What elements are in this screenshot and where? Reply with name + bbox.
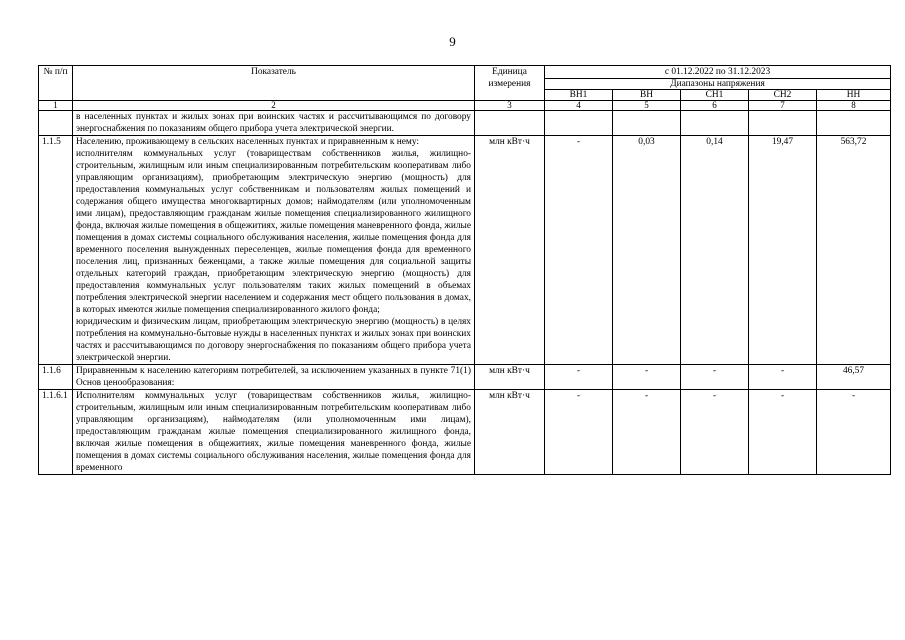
header-indicator: Показатель — [73, 66, 475, 101]
value-nn — [817, 111, 891, 136]
row-number: 1.1.5 — [39, 136, 73, 365]
value-vn — [613, 111, 681, 136]
page-number: 9 — [449, 34, 456, 49]
value-nn: 563,72 — [817, 136, 891, 365]
value-sn1: - — [681, 390, 749, 475]
value-sn1: - — [681, 365, 749, 390]
value-vn: - — [613, 365, 681, 390]
row-number: 1.1.6 — [39, 365, 73, 390]
header-unit: Единица измерения — [475, 66, 545, 101]
value-sn1 — [681, 111, 749, 136]
value-sn1: 0,14 — [681, 136, 749, 365]
table-row — [39, 390, 891, 475]
value-vn: - — [613, 390, 681, 475]
col-number: 3 — [475, 101, 545, 111]
row-paragraph: в населенных пунктах и жилых зонах при воинских частях и рассчитывающимся по договору энергоснабжения по показаниям общего прибора учета электрической энергии. — [76, 112, 471, 134]
row-paragraph: Населению, проживающему в сельских населенных пунктах и приравненным к нему: — [76, 137, 420, 147]
table-row — [39, 111, 891, 136]
col-number: 5 — [613, 101, 681, 111]
col-number: 7 — [749, 101, 817, 111]
value-nn: 46,57 — [817, 365, 891, 390]
value-vn1: - — [545, 136, 613, 365]
row-description — [73, 136, 475, 365]
table-row — [39, 136, 891, 365]
header-voltage-vn: ВН — [613, 90, 681, 101]
row-unit: млн кВт·ч — [475, 390, 545, 475]
header-voltage-sn2: СН2 — [749, 90, 817, 101]
header-voltage-nn: НН — [817, 90, 891, 101]
value-sn2 — [749, 111, 817, 136]
value-vn1: - — [545, 390, 613, 475]
header-voltage-sn1: СН1 — [681, 90, 749, 101]
table-row — [39, 365, 891, 390]
row-paragraph: исполнителям коммунальных услуг (товариществам собственников жилья, жилищно-строительным, жилищным или иным специализированным потребительским кооперативам либо управляющим организациям), приобретающим электрическую энергию (мощность) для предоставления коммунальных услуг собственникам и пользователям жилых помещений и содержания общего имущества многоквартирных домов; наймодателям (или уполномоченным ими лицам), предоставляющим гражданам жилые помещения специализированного жилищного фонда, включая жилые помещения в общежитиях, жилые помещения маневренного фонда, жилые помещения в домах системы социального обслуживания населения, жилые помещения фонда для временного поселения вынужденных переселенцев, жилые помещения фонда для временного поселения лиц, признанных беженцами, а также жилые помещения для социальной защиты отдельных категорий граждан, приобретающим электрическую энергию (мощность) для предоставления коммунальных услуг пользователям таких жилых помещений в объемах потребления электрической энергии населением и содержания мест общего пользования в домах, в которых имеются жилые помещения специализированного жилого фонда; — [76, 149, 471, 315]
row-paragraph: Приравненным к населению категориям потребителей, за исключением указанных в пункте 71(1) Основ ценообразования: — [76, 366, 471, 388]
col-number: 2 — [73, 101, 475, 111]
header-voltage-ranges: Диапазоны напряжения — [545, 79, 891, 90]
row-number — [39, 111, 73, 136]
row-description — [73, 390, 475, 475]
value-vn: 0,03 — [613, 136, 681, 365]
value-sn2: - — [749, 390, 817, 475]
col-number: 8 — [817, 101, 891, 111]
col-number: 6 — [681, 101, 749, 111]
row-number: 1.1.6.1 — [39, 390, 73, 475]
row-unit: млн кВт·ч — [475, 365, 545, 390]
row-description — [73, 111, 475, 136]
value-sn2: - — [749, 365, 817, 390]
row-unit: млн кВт·ч — [475, 136, 545, 365]
tariff-volume-table — [38, 65, 891, 475]
row-paragraph: Исполнителям коммунальных услуг (товариществам собственников жилья, жилищно-строительным, жилищным или иным специализированным потребительским кооперативам либо управляющим организациям), наймодателям (или уполномоченным ими лицам), предоставляющим гражданам жилые помещения специализированного жилищного фонда, включая жилые помещения в общежитиях, жилые помещения маневренного фонда, жилые помещения в домах системы социального обслуживания населения, жилые помещения фонда для временного — [76, 391, 471, 473]
value-sn2: 19,47 — [749, 136, 817, 365]
row-unit — [475, 111, 545, 136]
header-voltage-vn1: ВН1 — [545, 90, 613, 101]
col-number: 4 — [545, 101, 613, 111]
value-vn1: - — [545, 365, 613, 390]
header-period: с 01.12.2022 по 31.12.2023 — [545, 66, 891, 79]
header-num: № п/п — [39, 66, 73, 101]
col-number: 1 — [39, 101, 73, 111]
row-paragraph: юридическим и физическим лицам, приобретающим электрическую энергию (мощность) в целях потребления на коммунально-бытовые нужды в населенных пунктах и жилых зонах при воинских частях и рассчитывающимся по договору энергоснабжения по показаниям общего прибора учета электрической энергии. — [76, 317, 471, 363]
row-description — [73, 365, 475, 390]
value-nn: - — [817, 390, 891, 475]
value-vn1 — [545, 111, 613, 136]
